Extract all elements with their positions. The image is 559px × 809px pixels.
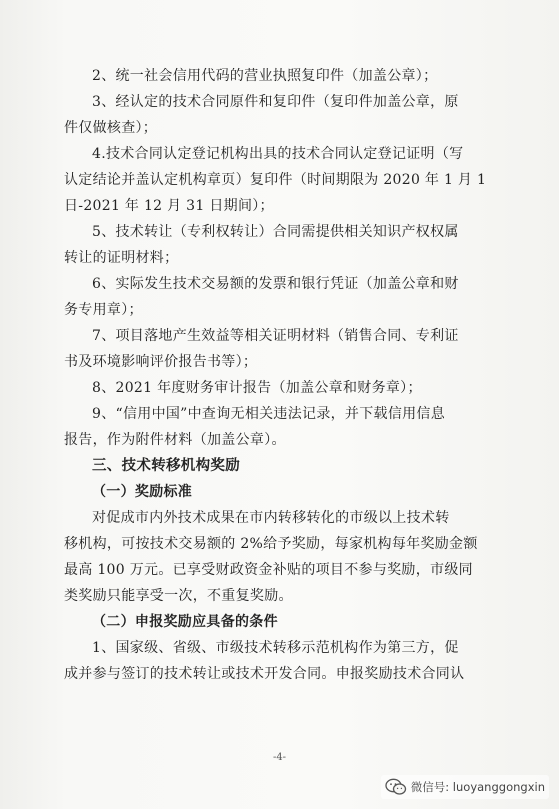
text-line: 移机构，可按技术交易额的 2%给予奖励，每家机构每年奖励金额 — [64, 536, 478, 552]
text-line: 成并参与签订的技术转让或技术开发合同。申报奖励技术合同认 — [64, 666, 465, 682]
wechat-watermark — [381, 775, 549, 799]
text-line: 类奖励只能享受一次，不重复奖励。 — [64, 588, 293, 604]
text-line: 件仅做核查）； — [64, 120, 158, 136]
text-line: 5、技术转让（专利权转让）合同需提供相关知识产权权属 — [92, 224, 459, 240]
text-line: 3、经认定的技术合同原件和复印件（复印件加盖公章，原 — [92, 94, 459, 110]
text-line: 转让的证明材料； — [64, 250, 179, 266]
text-line: 对促成市内外技术成果在市内转移转化的市级以上技术转 — [92, 510, 450, 526]
text-line: 7、项目落地产生效益等相关证明材料（销售合同、专利证 — [92, 328, 459, 344]
text-line: 8、2021 年度财务审计报告（加盖公章和财务章）； — [92, 380, 422, 396]
subsection-heading: （二）申报奖励应具备的条件 — [92, 614, 278, 630]
text-line: 4.技术合同认定登记机构出具的技术合同认定登记证明（写 — [92, 146, 464, 162]
text-line: 日-2021 年 12 月 31 日期间）； — [64, 198, 274, 214]
text-line: 报告，作为附件材料（加盖公章）。 — [64, 432, 286, 448]
wechat-icon — [385, 778, 407, 796]
text-line: 务专用章）； — [64, 302, 143, 318]
text-line: 9、“信用中国”中查询无相关违法记录，并下载信用信息 — [92, 406, 446, 422]
text-line: 6、实际发生技术交易额的发票和银行凭证（加盖公章和财 — [92, 276, 459, 292]
text-line: 认定结论并盖认定机构章页）复印件（时间期限为 2020 年 1 月 1 — [64, 172, 487, 188]
watermark-text: 微信号: luoyanggongxin — [410, 780, 545, 794]
text-line: 1、国家级、省级、市级技术转移示范机构作为第三方，促 — [92, 640, 459, 656]
subsection-heading: （一）奖励标准 — [92, 484, 193, 500]
section-heading: 三、技术转移机构奖励 — [92, 458, 240, 474]
document-body — [64, 66, 519, 690]
text-line: 2、统一社会信用代码的营业执照复印件（加盖公章）； — [92, 68, 438, 84]
text-line: 最高 100 万元。已享受财政资金补贴的项目不参与奖励，市级同 — [64, 562, 473, 578]
page-number: -4- — [272, 752, 287, 763]
text-line: 书及环境影响评价报告书等）； — [64, 354, 258, 370]
